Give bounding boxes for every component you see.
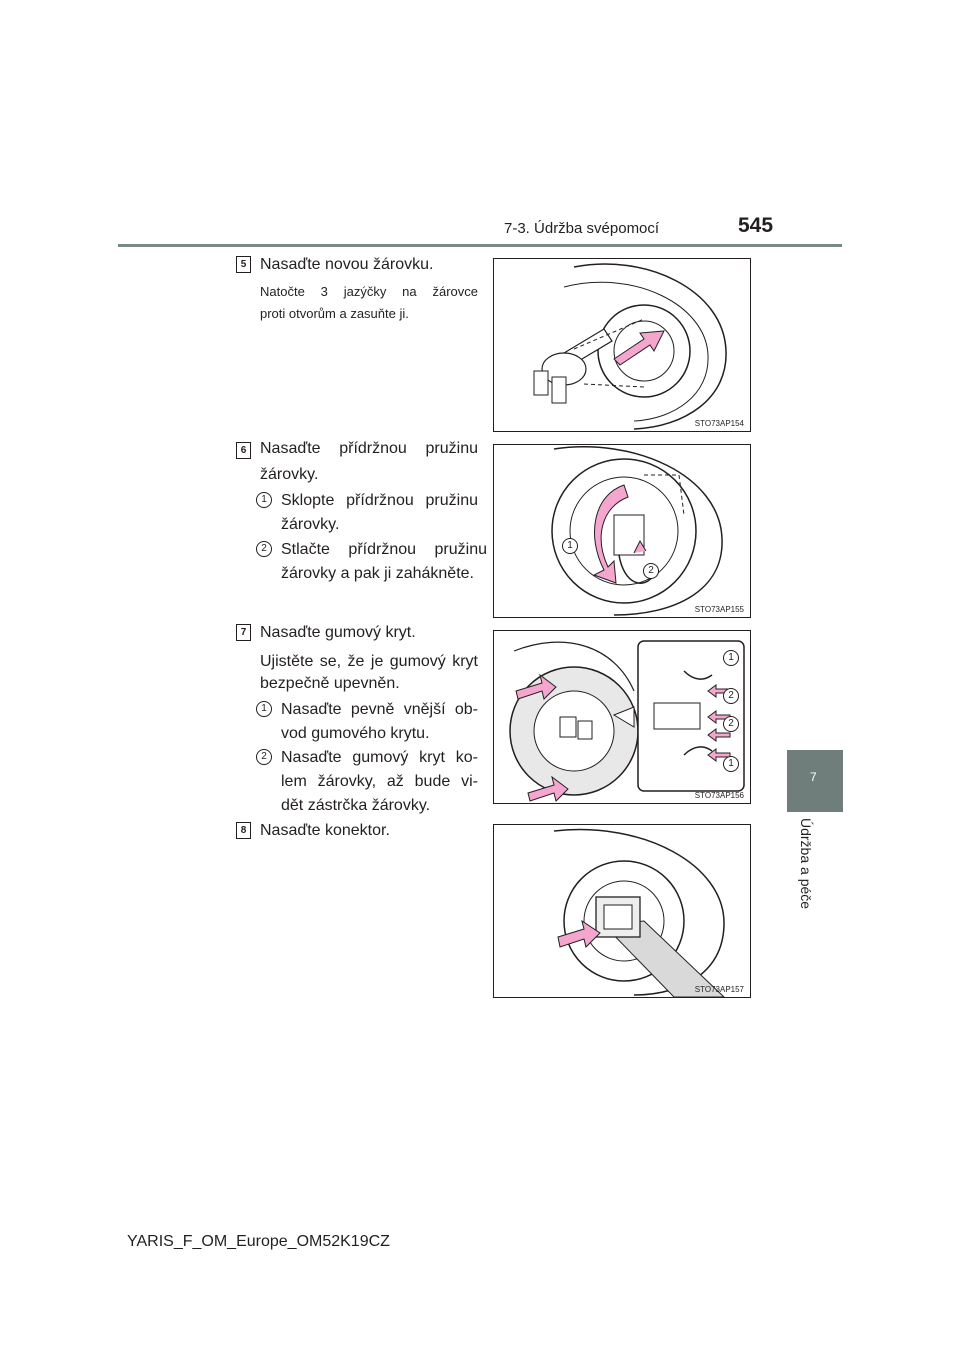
figure-label-1: 1 (562, 538, 578, 554)
header-rule (118, 244, 842, 247)
figure-code: STO73AP157 (694, 985, 744, 994)
step-7-sub-2-line-3: dět zástrčka žárovky. (281, 797, 431, 814)
step-7-sub-1-line-1: Nasaďte pevně vnější ob- (281, 701, 478, 718)
step-7-note-line-2: bezpečně upevněn. (260, 675, 400, 692)
substep-marker-2: 2 (256, 541, 272, 557)
chapter-tab (787, 750, 843, 812)
figure-label-1: 1 (723, 756, 739, 772)
step-6-sub-2-line-2: žárovky a pak ji zahákněte. (281, 565, 474, 582)
page-number: 545 (738, 214, 774, 237)
substep-marker-2: 2 (256, 749, 272, 765)
figure-code: STO73AP155 (694, 605, 744, 614)
step-7-sub-2-line-2: lem žárovky, až bude vi- (281, 773, 478, 790)
chapter-label: Údržba a péče (798, 818, 814, 910)
step-number-8: 8 (236, 822, 251, 839)
figure-label-2: 2 (723, 688, 739, 704)
step-6-sub-1-line-2: žárovky. (281, 516, 340, 533)
figure-code: STO73AP156 (694, 791, 744, 800)
step-6-title-line-1: Nasaďte přídržnou pružinu (260, 440, 478, 457)
step-6-sub-1-line-1: Sklopte přídržnou pružinu (281, 492, 478, 509)
section-title: 7-3. Údržba svépomocí (504, 220, 660, 237)
footer-document-code: YARIS_F_OM_Europe_OM52K19CZ (127, 1233, 390, 1250)
step-8-title: Nasaďte konektor. (260, 822, 390, 839)
figure-rubber-cover (493, 630, 751, 804)
step-5-title: Nasaďte novou žárovku. (260, 256, 434, 273)
step-number-5: 5 (236, 256, 251, 273)
substep-marker-1: 1 (256, 492, 272, 508)
step-5-note-line-1: Natočte 3 jazýčky na žárovce (260, 284, 478, 299)
figure-label-1: 1 (723, 650, 739, 666)
step-number-6: 6 (236, 442, 251, 459)
illustration-spring (494, 445, 750, 617)
step-number-7: 7 (236, 624, 251, 641)
step-6-title-line-2: žárovky. (260, 466, 319, 483)
illustration-bulb-insert (494, 259, 750, 431)
step-7-title: Nasaďte gumový kryt. (260, 624, 416, 641)
figure-retaining-spring (493, 444, 751, 618)
step-7-sub-2-line-1: Nasaďte gumový kryt ko- (281, 749, 478, 766)
illustration-cover (494, 631, 750, 803)
step-7-note-line-1: Ujistěte se, že je gumový kryt (260, 653, 478, 670)
chapter-number: 7 (810, 770, 817, 784)
substep-marker-1: 1 (256, 701, 272, 717)
figure-label-2: 2 (723, 716, 739, 732)
step-5-note-line-2: proti otvorům a zasuňte ji. (260, 306, 409, 321)
step-6-sub-2-line-1: Stlačte přídržnou pružinu (281, 541, 487, 558)
figure-connector (493, 824, 751, 998)
figure-code: STO73AP154 (694, 419, 744, 428)
figure-install-bulb (493, 258, 751, 432)
illustration-connector (494, 825, 750, 997)
step-7-sub-1-line-2: vod gumového krytu. (281, 725, 430, 742)
figure-label-2: 2 (643, 563, 659, 579)
